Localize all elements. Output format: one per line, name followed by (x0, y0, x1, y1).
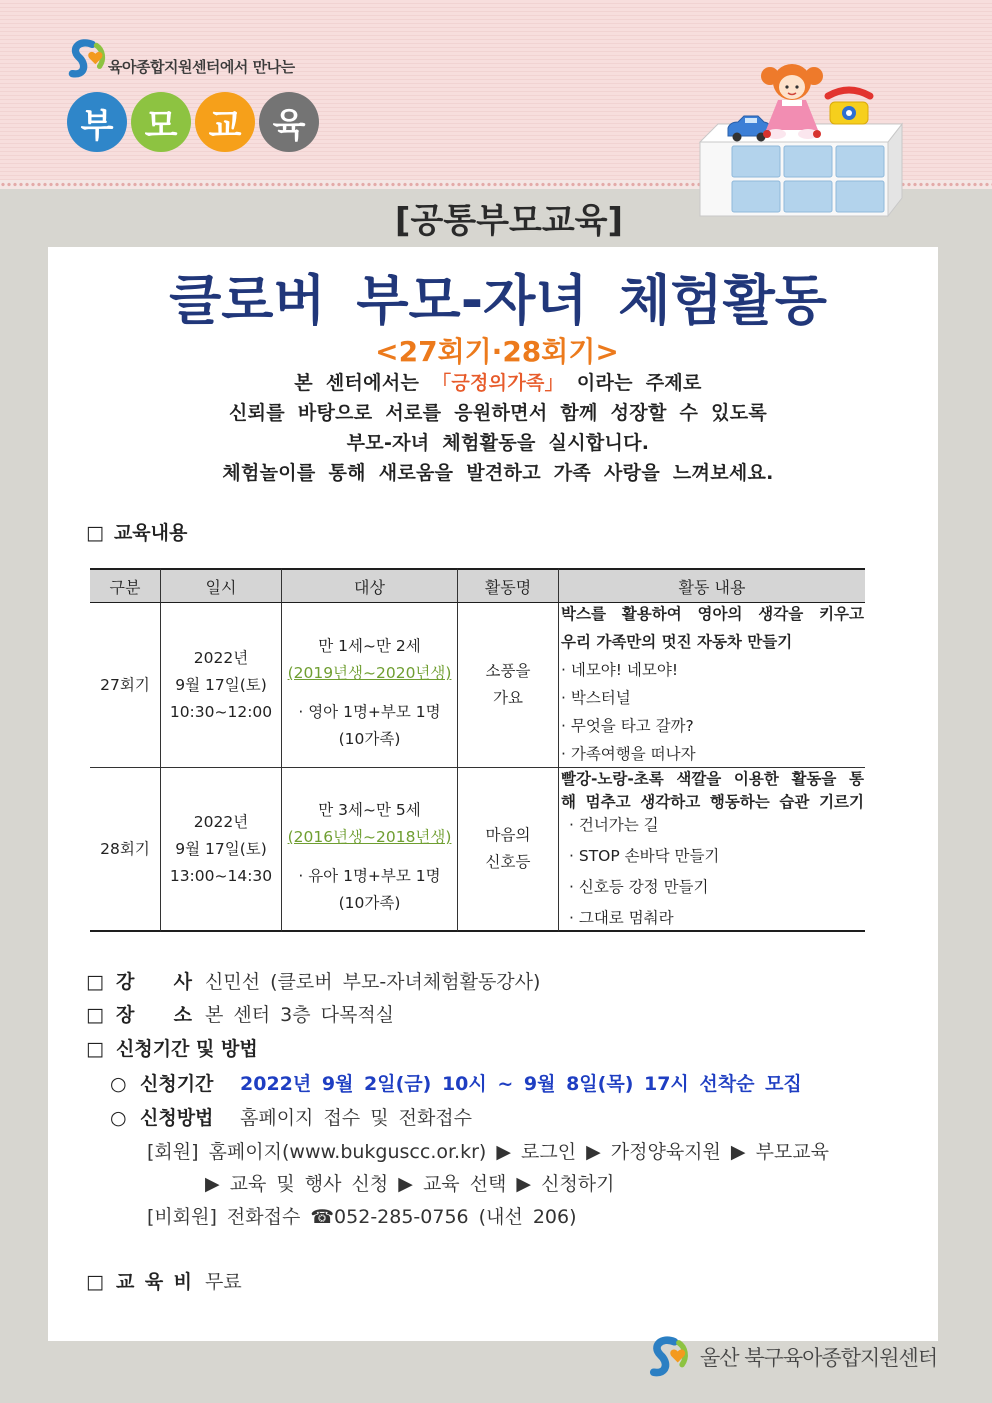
member-instructions-continued: ▶ 교육 및 행사 신청 ▶ 교육 선택 ▶ 신청하기 (205, 1173, 615, 1195)
header-cell-datetime: 일시 (160, 568, 281, 603)
activity-name-cell (457, 603, 558, 768)
application-method-label: 신청방법 (140, 1107, 214, 1129)
date-time: 10:30~12:00 (169, 702, 273, 721)
member-instructions-row-1 (0, 1139, 992, 1165)
fee-value: 무료 (205, 1271, 242, 1293)
category-title: [공통부모교육] (394, 201, 624, 241)
session-cell (90, 603, 160, 768)
location-row (0, 1002, 992, 1028)
application-period-value: 2022년 9월 2일(금) 10시 ~ 9월 8일(목) 17시 선착순 모집 (240, 1073, 802, 1095)
activity-item: · 그대로 멈춰라 (569, 909, 674, 927)
member-instructions-row-2 (0, 1171, 992, 1197)
header-cell-activity-content: 활동 내용 (558, 568, 865, 603)
target-age: 만 1세~만 2세 (318, 637, 421, 655)
target-cell (281, 768, 457, 932)
parent-education-badges (67, 92, 319, 152)
footer-organization: 울산 북구육아종합지원센터 (700, 1346, 938, 1370)
application-period-row (0, 1071, 992, 1097)
intro-line-2: 신뢰를 바탕으로 서로를 응원하면서 함께 성장할 수 있도록 (228, 402, 768, 424)
badge-yuk: 육 (259, 92, 319, 152)
activity-name-line: 소풍을 (485, 662, 531, 680)
application-heading-row (0, 1036, 992, 1062)
application-method-row (0, 1105, 992, 1131)
activity-name-cell (457, 768, 558, 932)
square-bullet-icon: □ (86, 1271, 104, 1293)
target-age: 만 3세~만 5세 (318, 801, 421, 819)
header-cell-activity-name: 활동명 (457, 568, 558, 603)
activity-description-line: 빨강-노랑-초록 색깔을 이용한 활동을 통 (561, 770, 864, 788)
date-year: 2022년 (193, 812, 249, 831)
center-logo-icon (645, 1333, 693, 1381)
activity-item: · 네모야! 네모야! (561, 661, 679, 679)
instructor-label: 강 사 (116, 971, 192, 993)
session-subtitle: <27회기·28회기> (375, 335, 619, 368)
intro-line-1-before: 본 센터에서는 (294, 372, 433, 394)
activity-content-cell (558, 603, 865, 768)
content-section-label: 교육내용 (113, 522, 188, 544)
toy-phone (828, 90, 870, 124)
activity-item: · 무엇을 타고 갈까? (561, 717, 694, 735)
nonmember-instructions-row (0, 1204, 992, 1230)
activity-description-line: 박스를 활용하여 영아의 생각을 키우고 (561, 605, 864, 623)
intro-line-1 (48, 368, 948, 398)
location-label: 장 소 (116, 1004, 192, 1026)
intro-line-1-after: 이라는 주제로 (563, 372, 702, 394)
target-birth-years: (2016년생~2018년생) (287, 828, 452, 846)
circle-bullet-icon: ○ (110, 1073, 127, 1095)
square-bullet-icon: □ (86, 971, 104, 993)
badge-bu: 부 (67, 92, 127, 152)
header-cell-target: 대상 (281, 568, 457, 603)
toy-shelf-illustration (690, 56, 905, 221)
activity-item: · 박스터널 (561, 689, 631, 707)
date-day: 9월 17일(토) (175, 839, 267, 858)
activity-name-line: 가요 (493, 689, 523, 707)
date-cell (160, 603, 281, 768)
circle-bullet-icon: ○ (110, 1107, 127, 1129)
session-label: 28회기 (100, 839, 150, 858)
square-bullet-icon: □ (86, 522, 104, 544)
activity-description-line: 해 멈추고 생각하고 행동하는 습관 기르기 (561, 793, 864, 811)
instructor-row (0, 969, 992, 995)
activity-content-cell (558, 768, 865, 932)
fee-row (0, 1269, 992, 1295)
activity-description-line: 우리 가족만의 멋진 자동차 만들기 (561, 633, 793, 651)
center-tagline: 육아종합지원센터에서 만나는 (108, 58, 295, 76)
badge-mo: 모 (131, 92, 191, 152)
activity-item: · 신호등 강정 만들기 (569, 878, 709, 896)
session-cell (90, 768, 160, 932)
application-method-value: 홈페이지 접수 및 전화접수 (240, 1107, 473, 1129)
activity-item: · 가족여행을 떠나자 (561, 745, 696, 763)
content-section-heading (86, 521, 187, 545)
target-capacity: (10가족) (338, 730, 401, 748)
target-cell (281, 603, 457, 768)
square-bullet-icon: □ (86, 1038, 104, 1060)
date-year: 2022년 (193, 648, 249, 667)
intro-line-3: 부모-자녀 체험활동을 실시합니다. (346, 432, 650, 454)
center-logo-icon (64, 36, 110, 82)
activity-item: · STOP 손바닥 만들기 (569, 847, 720, 865)
activity-name-line: 신호등 (485, 853, 531, 871)
square-bullet-icon: □ (86, 1004, 104, 1026)
location-value: 본 센터 3층 다목적실 (205, 1004, 395, 1026)
date-day: 9월 17일(토) (175, 675, 267, 694)
schedule-table (90, 568, 865, 932)
target-capacity: (10가족) (338, 894, 401, 912)
application-period-label: 신청기간 (140, 1073, 214, 1095)
date-time: 13:00~14:30 (169, 866, 273, 885)
intro-text (48, 368, 948, 488)
application-heading: 신청기간 및 방법 (116, 1038, 258, 1060)
nonmember-instructions: [비회원] 전화접수 ☎052-285-0756 (내선 206) (147, 1206, 577, 1228)
session-label: 27회기 (100, 675, 150, 694)
target-participants: · 유아 1명+부모 1명 (298, 867, 441, 885)
badge-gyo: 교 (195, 92, 255, 152)
date-cell (160, 768, 281, 932)
activity-name-line: 마음의 (485, 826, 531, 844)
intro-theme-highlight: 「긍정의가족」 (432, 372, 564, 394)
target-birth-years: (2019년생~2020년생) (287, 664, 452, 682)
main-title: 클로버 부모-자녀 체험활동 (169, 269, 827, 332)
target-participants: · 영아 1명+부모 1명 (298, 703, 441, 721)
instructor-value: 신민선 (클로버 부모-자녀체험활동강사) (205, 971, 541, 993)
member-instructions: [회원] 홈페이지(www.bukguscc.or.kr) ▶ 로그인 ▶ 가정양육지원 ▶ 부모교육 (147, 1141, 829, 1163)
fee-label: 교 육 비 (116, 1271, 192, 1293)
toy-doll (761, 64, 823, 139)
header-cell-category: 구분 (90, 568, 160, 603)
activity-item: · 건너가는 길 (569, 816, 659, 834)
intro-line-4: 체험놀이를 통해 새로움을 발견하고 가족 사랑을 느껴보세요. (222, 462, 774, 484)
